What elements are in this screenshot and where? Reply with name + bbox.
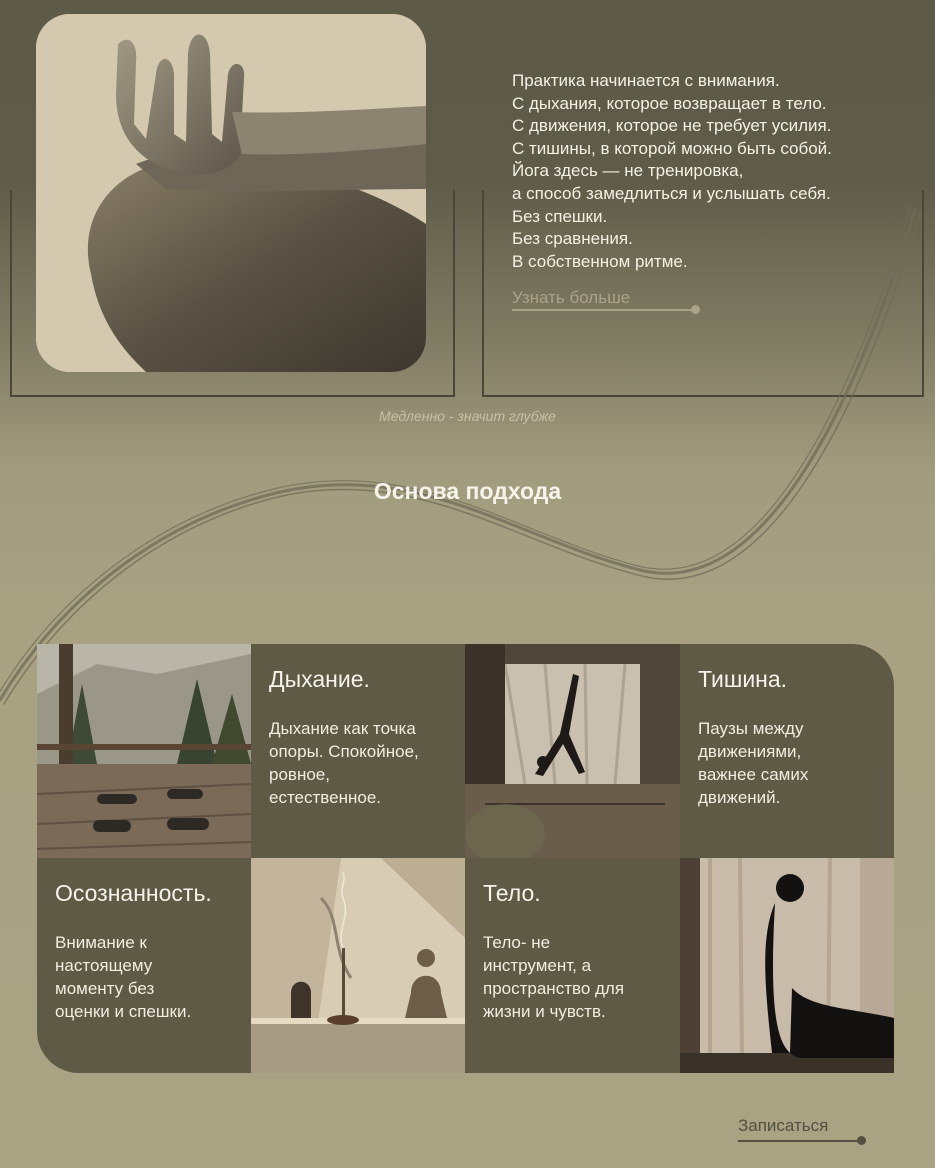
card-body	[465, 858, 680, 1073]
card-text-line: важнее самих	[698, 765, 809, 784]
card-text-line: Тело- не	[483, 933, 551, 952]
intro-line: Практика начинается с внимания.	[512, 71, 780, 90]
card-text-line: инструмент, а	[483, 956, 592, 975]
card-mindfulness	[37, 858, 251, 1073]
card-breathing	[251, 644, 465, 858]
card-text-line: движений.	[698, 788, 781, 807]
learn-more-dot-icon	[691, 305, 700, 314]
cobra-pose-silhouette-photo	[680, 858, 894, 1073]
intro-line: С тишины, в которой можно быть собой.	[512, 138, 832, 158]
intro-line: Без спешки.	[512, 206, 608, 226]
tagline: Медленно - значит глубже	[379, 408, 556, 424]
intro-line: С движения, которое не требует усилия.	[512, 116, 832, 136]
card-text-line: ровное,	[269, 765, 330, 784]
card-text	[483, 931, 662, 1023]
learn-more-label: Узнать больше	[512, 288, 631, 307]
card-silence	[680, 644, 894, 858]
card-text-line: пространство для	[483, 979, 625, 998]
card-text	[269, 717, 447, 809]
intro-text	[512, 70, 912, 273]
card-text-line: настоящему	[55, 956, 153, 975]
card-text-line: опоры. Спокойное,	[269, 742, 419, 761]
learn-more-link[interactable]	[512, 288, 702, 316]
card-title: Тело.	[483, 880, 541, 906]
signup-underline	[738, 1140, 862, 1142]
approach-grid	[37, 644, 894, 1073]
card-text-line: моменту без	[55, 979, 155, 998]
card-text	[698, 717, 876, 809]
intro-line: С дыхания, которое возвращает в тело.	[512, 93, 827, 113]
buddha-incense-photo	[251, 858, 465, 1073]
downward-dog-studio-photo	[465, 644, 680, 858]
signup-label: Записаться	[738, 1116, 829, 1135]
intro-line: Йога здесь — не тренировка,	[512, 161, 744, 181]
card-text	[55, 931, 233, 1023]
signup-link[interactable]	[738, 1116, 868, 1148]
card-text-line: Внимание к	[55, 933, 147, 952]
card-text-line: жизни и чувств.	[483, 1002, 606, 1021]
card-text-line: естественное.	[269, 788, 381, 807]
card-text-line: Паузы между	[698, 719, 804, 738]
section-title: Основа подхода	[373, 478, 562, 504]
card-text-line: Дыхание как точка	[269, 719, 416, 738]
yoga-deck-forest-photo	[37, 644, 251, 858]
card-text-line: оценки и спешки.	[55, 1002, 192, 1021]
card-title: Дыхание.	[269, 666, 370, 692]
card-title: Тишина.	[698, 666, 788, 692]
intro-line: Без сравнения.	[512, 229, 633, 249]
learn-more-underline	[512, 309, 694, 311]
card-title: Осознанность.	[55, 880, 212, 906]
intro-line: а способ замедлиться и услышать себя.	[512, 183, 831, 203]
intro-line: В собственном ритме.	[512, 251, 688, 271]
hero-hands-photo	[36, 14, 426, 372]
card-text-line: движениями,	[698, 742, 802, 761]
signup-dot-icon	[857, 1136, 866, 1145]
